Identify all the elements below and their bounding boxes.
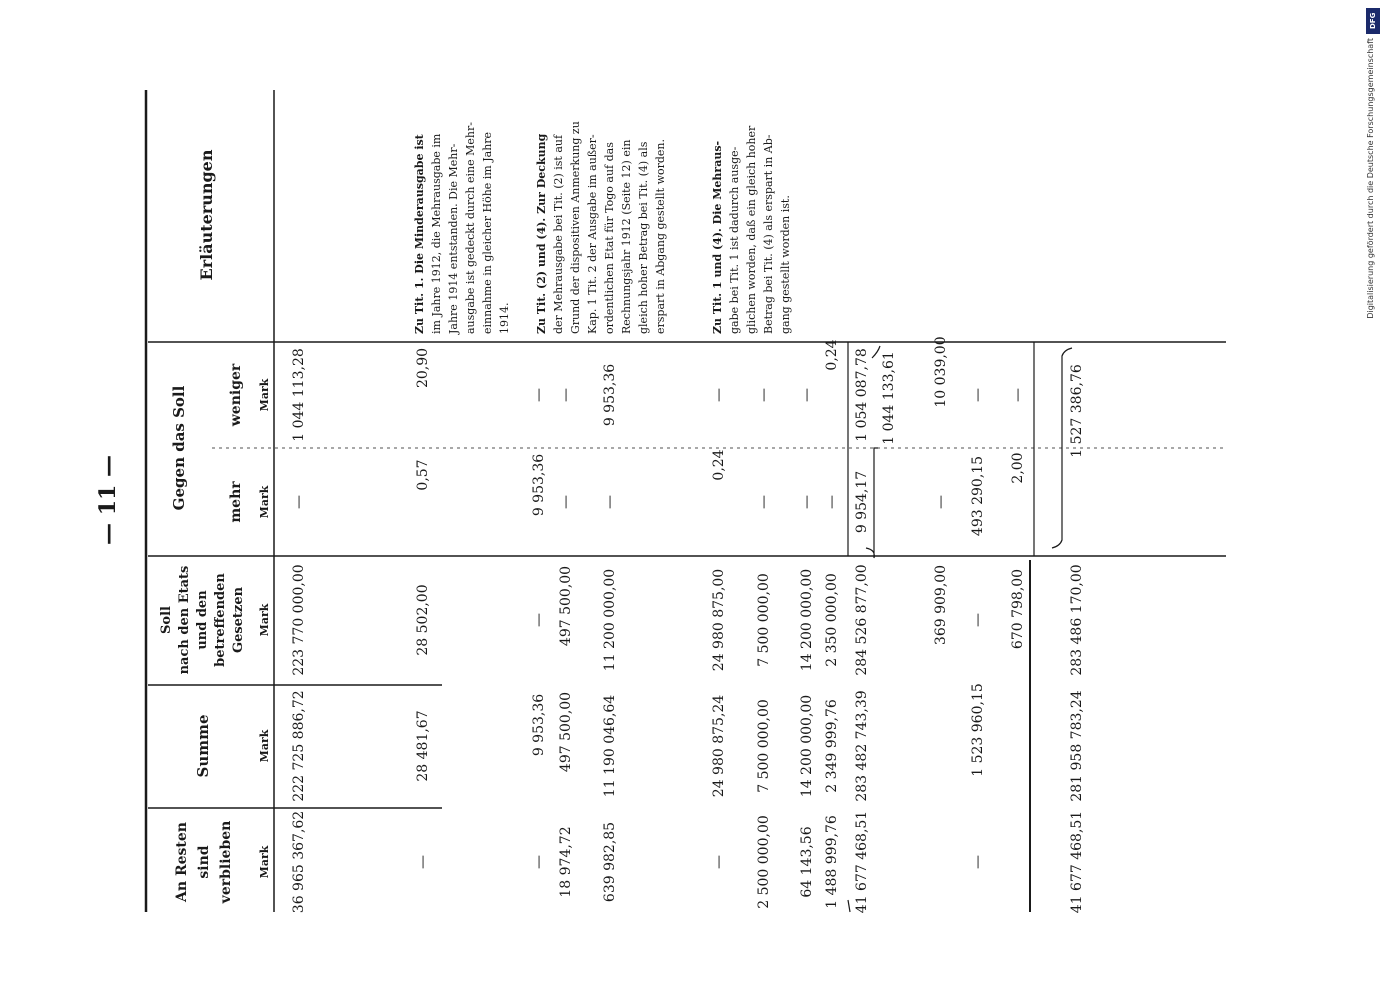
cell-mehr: 0,57 xyxy=(415,459,431,491)
col-header-resten xyxy=(174,821,234,905)
note-tit-1-4 xyxy=(711,125,792,334)
cell-summe: 222 725 886,72 xyxy=(291,690,307,802)
cell-summe: 28 481,67 xyxy=(415,710,431,782)
cell-summe: 11 190 046,64 xyxy=(602,694,618,798)
soll-header-line: betreffenden xyxy=(213,573,228,667)
note-line: Rechnungsjahr 1912 (Seite 12) ein xyxy=(620,139,633,334)
unit-label: Mark xyxy=(258,485,271,519)
cell-weniger: — xyxy=(756,388,772,402)
unit-label: Mark xyxy=(258,378,271,412)
cell-resten: 2 500 000,00 xyxy=(756,815,772,909)
cell-resten: 64 143,56 xyxy=(799,826,815,898)
cell-weniger: 10 039,00 xyxy=(933,336,949,408)
col-header-weniger: weniger xyxy=(228,363,244,427)
cell-weniger: 0,24 xyxy=(824,339,840,371)
note-line: Zu Tit. 1. Die Minderausgabe ist xyxy=(413,134,426,334)
note-line: Zu Tit. 1 und (4). Die Mehraus- xyxy=(711,140,724,334)
note-line: Kap. 1 Tit. 2 der Ausgabe im außer- xyxy=(586,134,599,334)
cell-weniger: — xyxy=(558,388,574,402)
note-line: gabe bei Tit. 1 ist dadurch ausge- xyxy=(728,146,741,334)
note-line: Betrag bei Tit. (4) als erspart in Ab- xyxy=(762,134,775,334)
cell-summe: 497 500,00 xyxy=(558,691,574,773)
cell-mehr: 9 954,17 xyxy=(854,470,870,534)
cell-soll: 284 526 877,00 xyxy=(854,564,870,676)
cell-weniger: — xyxy=(531,388,547,402)
digitization-credit xyxy=(1366,8,1383,408)
cell-mehr: — xyxy=(756,495,772,509)
soll-header-line: und den xyxy=(195,590,210,650)
cell-mehr: — xyxy=(291,495,307,509)
cell-soll: 223 770 000,00 xyxy=(291,564,307,676)
cell-soll: — xyxy=(531,613,547,627)
cell-weniger: 1 054 087,78 xyxy=(854,348,870,442)
cell-resten: 41 677 468,51 xyxy=(854,810,870,914)
cell-summe: 1 523 960,15 xyxy=(970,683,986,777)
cell-weniger: 1 044 133,61 xyxy=(881,351,897,445)
cell-mehr: 2,00 xyxy=(1010,452,1026,484)
cell-weniger: — xyxy=(970,388,986,402)
cell-weniger: — xyxy=(799,388,815,402)
cell-soll: 283 486 170,00 xyxy=(1069,564,1085,676)
cell-weniger: — xyxy=(1010,388,1026,402)
cell-soll: 11 200 000,00 xyxy=(602,568,618,672)
dfg-logo: DFG xyxy=(1366,8,1380,34)
cell-summe: 24 980 875,24 xyxy=(711,694,727,798)
cell-resten: — xyxy=(415,855,431,869)
cell-mehr: 9 953,36 xyxy=(531,453,547,517)
cell-summe: 283 482 743,39 xyxy=(854,690,870,802)
resten-header-line: verblieben xyxy=(218,820,234,904)
col-header-erlaeuterungen: Erläuterungen xyxy=(197,149,216,281)
credit-text: Digitalisierung gefördert durch die Deutsche Forschungsgemeinschaft xyxy=(1366,38,1375,319)
note-line: ausgabe ist gedeckt durch eine Mehr- xyxy=(464,122,477,334)
cell-weniger: — xyxy=(711,388,727,402)
unit-label: Mark xyxy=(258,729,271,763)
note-line: 1914. xyxy=(498,302,511,334)
note-line: glichen worden, daß ein gleich hoher xyxy=(745,125,758,334)
cell-resten: — xyxy=(531,855,547,869)
cell-mehr: 0,24 xyxy=(711,449,727,481)
page-number: — 11 — xyxy=(95,455,121,545)
cell-mehr: 493 290,15 xyxy=(970,455,986,537)
cell-soll: 670 798,00 xyxy=(1010,568,1026,650)
note-line: gang gestellt worden ist. xyxy=(779,195,792,334)
amount-cells xyxy=(291,336,1085,913)
col-header-mehr: mehr xyxy=(228,481,244,523)
cell-soll: 7 500 000,00 xyxy=(756,573,772,667)
cell-soll: 14 200 000,00 xyxy=(799,568,815,672)
soll-header-line: Soll xyxy=(159,606,174,634)
note-line: der Mehrausgabe bei Tit. (2) ist auf xyxy=(552,134,565,334)
table-rules xyxy=(146,90,1226,912)
cell-mehr: — xyxy=(799,495,815,509)
unit-label: Mark xyxy=(258,845,271,879)
unit-labels xyxy=(258,378,271,878)
cell-mehr: — xyxy=(558,495,574,509)
cell-resten: — xyxy=(711,855,727,869)
cell-resten: 41 677 468,51 xyxy=(1069,810,1085,914)
col-header-gegen: Gegen das Soll xyxy=(170,385,188,511)
cell-soll: 497 500,00 xyxy=(558,565,574,647)
resten-header-line: An Resten xyxy=(174,822,190,902)
note-line: ordentlichen Etat für Togo auf das xyxy=(603,142,616,334)
cell-summe: 7 500 000,00 xyxy=(756,699,772,793)
cell-weniger: 1 527 386,76 xyxy=(1069,364,1085,458)
cell-soll: 28 502,00 xyxy=(415,584,431,656)
soll-header-line: nach den Etats xyxy=(177,565,192,675)
soll-header-line: Gesetzen xyxy=(231,586,246,654)
note-line: gleich hoher Betrag bei Tit. (4) als xyxy=(637,141,650,334)
cell-weniger: 20,90 xyxy=(415,347,431,389)
note-tit-1 xyxy=(413,122,511,335)
note-line: Grund der dispositiven Anmerkung zu xyxy=(569,121,582,334)
cell-resten: 1 488 999,76 xyxy=(824,815,840,909)
cell-resten: 36 965 367,62 xyxy=(291,810,307,914)
col-header-summe: Summe xyxy=(194,714,212,778)
cell-summe: 281 958 783,24 xyxy=(1069,690,1085,802)
note-line: Jahre 1914 entstanden. Die Mehr- xyxy=(447,143,460,334)
cell-summe: 14 200 000,00 xyxy=(799,694,815,798)
cell-resten: 639 982,85 xyxy=(602,821,618,903)
note-tit-2-4 xyxy=(535,121,667,334)
cell-weniger: 1 044 113,28 xyxy=(291,348,307,442)
cell-soll: 369 909,00 xyxy=(933,564,949,646)
cell-mehr: — xyxy=(602,495,618,509)
cell-soll: — xyxy=(970,613,986,627)
cell-summe: 2 349 999,76 xyxy=(824,699,840,793)
note-line: im Jahre 1912, die Mehrausgabe im xyxy=(430,133,443,334)
note-line: erspart in Abgang gestellt worden. xyxy=(654,138,667,334)
cell-soll: 2 350 000,00 xyxy=(824,573,840,667)
cell-resten: — xyxy=(970,855,986,869)
unit-label: Mark xyxy=(258,603,271,637)
note-line: Zu Tit. (2) und (4). Zur Deckung xyxy=(535,133,548,334)
cell-mehr: — xyxy=(933,495,949,509)
cell-weniger: 9 953,36 xyxy=(602,363,618,427)
cell-resten: 18 974,72 xyxy=(558,826,574,898)
note-line: einnahme in gleicher Höhe im Jahre xyxy=(481,131,494,334)
resten-header-line: sind xyxy=(196,845,212,879)
cell-soll: 24 980 875,00 xyxy=(711,568,727,672)
cell-mehr: — xyxy=(824,495,840,509)
col-header-soll xyxy=(159,566,246,675)
cell-summe: 9 953,36 xyxy=(531,693,547,757)
